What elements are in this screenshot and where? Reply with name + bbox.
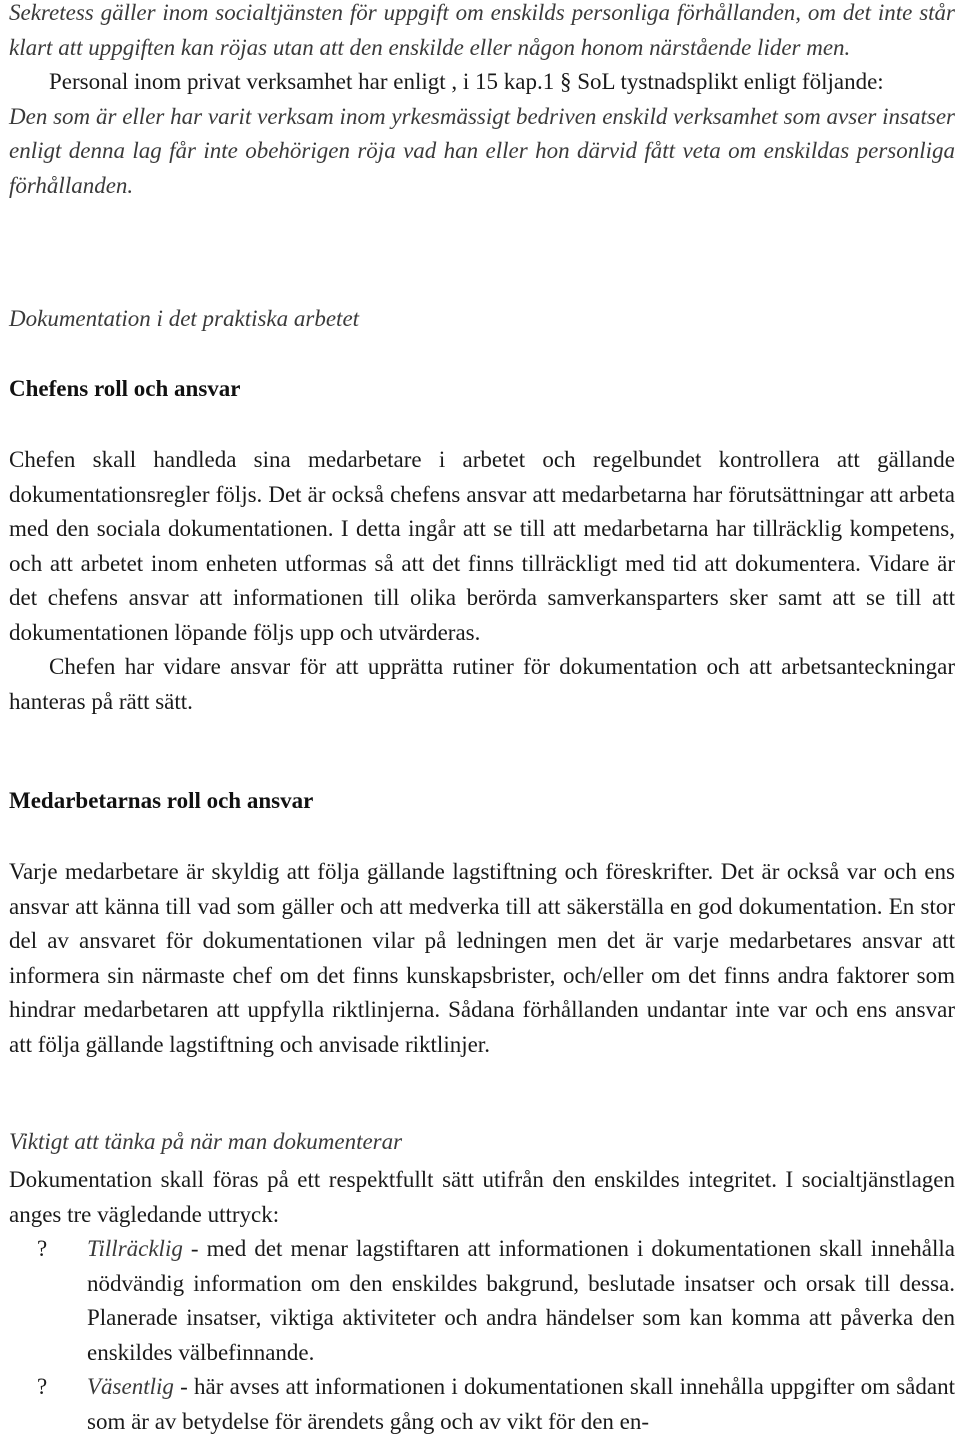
term-description: - här avses att informationen i dokumentationen skall innehålla uppgifter om sådant som är av betydelse för ärendets gång och av vikt för den en-: [87, 1374, 955, 1434]
bullet-marker: ?: [37, 1236, 48, 1261]
chefen-paragraph-2: Chefen har vidare ansvar för att upprätta rutiner för dokumentation och att arbetsanteckningar hanteras på rätt sätt.: [9, 654, 955, 714]
viktigt-paragraph: Dokumentation skall föras på ett respektfullt sätt utifrån den enskildes integritet. I socialtjänstlagen anges tre vägledande uttryck:: [9, 1167, 955, 1227]
section-title: Dokumentation i det praktiska arbetet: [9, 306, 360, 331]
term-description: - med det menar lagstiftaren att informationen i dokumentationen skall innehålla nödvändig information om den enskildes bakgrund, beslutade insatser och orsak till dessa. Planerade insatser, viktiga aktiviteter och andra händelser som kan komma att påverka den enskildes välbefinnande.: [87, 1236, 955, 1365]
medarbetare-paragraph: Varje medarbetare är skyldig att följa gällande lagstiftning och föreskrifter. Det är också var och ens ansvar att känna till vad som gäller och att medverka till att säkerställa en god dokumentation. En stor del av ansvaret för dokumentationen vilar på ledningen men det är varje medarbetares ansvar att informera sin närmaste chef om det finns kunskapsbrister, och/eller om det finns andra faktorer som hindrar medarbetaren att uppfylla riktlinjerna. Sådana förhållanden undantar inte var och ens ansvar att följa gällande lagstiftning och anvisade riktlinjer.: [9, 859, 955, 1057]
intro-block: [9, 0, 955, 203]
term-label: Tillräcklig: [87, 1236, 183, 1261]
section-title: Medarbetarnas roll och ansvar: [9, 788, 314, 813]
list-item: [9, 1370, 955, 1439]
section-body-medarbetare: [9, 855, 955, 1062]
section-heading-chefen: [9, 376, 241, 402]
term-label: Väsentlig: [87, 1374, 174, 1399]
section-body-viktigt: [9, 1163, 955, 1439]
section-title: Viktigt att tänka på när man dokumenterar: [9, 1129, 403, 1154]
section-heading-dokumentation: [9, 306, 359, 332]
list-item: [9, 1232, 955, 1370]
private-staff-paragraph: Personal inom privat verksamhet har enligt , i 15 kap.1 § SoL tystnadsplikt enligt följande:: [49, 69, 884, 94]
section-body-chefen: [9, 443, 955, 719]
secrecy-paragraph: Sekretess gäller inom socialtjänsten för uppgift om enskilds personliga förhållanden, om det inte står klart att uppgiften kan röjas utan att den enskilde eller någon honom närstående lider men.: [9, 0, 955, 60]
section-heading-medarbetare: [9, 788, 313, 814]
law-quote: Den som är eller har varit verksam inom yrkesmässigt bedriven enskild verksamhet som avser insatser enligt denna lag får inte obehörigen röja vad han eller hon därvid fått veta om enskildas personliga förhållanden.: [9, 103, 955, 198]
chefen-paragraph-1: Chefen skall handleda sina medarbetare i arbetet och regelbundet kontrollera att gällande dokumentationsregler följs. Det är också chefens ansvar att medarbetarna har förutsättningar att arbeta med den sociala dokumentationen. I detta ingår att se till att medarbetarna har tillräcklig kompetens, och att arbetet inom enheten utformas så att det finns tillräckligt med tid att dokumentera. Vidare är det chefens ansvar att informationen till olika berörda samverkansparters sker samt att se till att dokumentationen löpande följs upp och utvärderas.: [9, 447, 955, 645]
section-heading-viktigt: [9, 1129, 402, 1155]
section-title: Chefens roll och ansvar: [9, 376, 241, 401]
bullet-marker: ?: [37, 1374, 48, 1399]
